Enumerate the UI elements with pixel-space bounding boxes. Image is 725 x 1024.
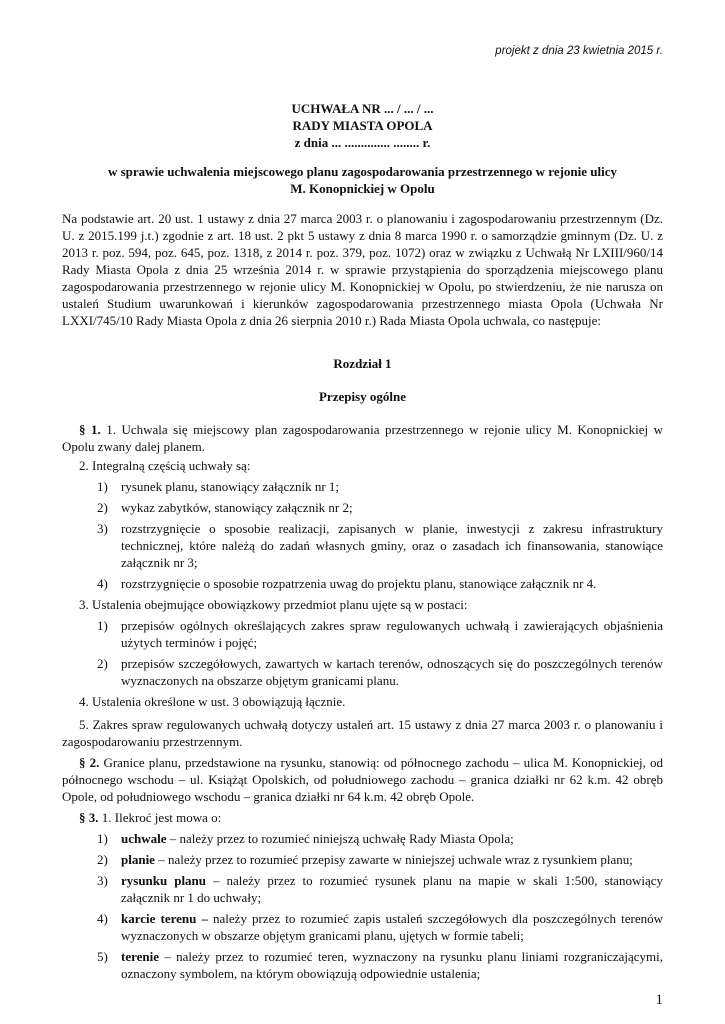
list-item-number: 2) [97,500,108,515]
list-item-text: wykaz zabytków, stanowiący załącznik nr 2; [121,500,353,515]
list-item [62,478,663,495]
section-1-para-4: 4. Ustalenia określone w ust. 3 obowiązują łącznie. [79,694,346,709]
list-item-text: rysunek planu, stanowiący załącznik nr 1; [121,479,340,494]
council-name: RADY MIASTA OPOLA [292,118,433,133]
definition-text: – należy przez to rozumieć przepisy zawarte w niniejszej uchwale wraz z rysunkiem planu; [154,852,633,867]
section-1-label: § 1. [79,422,101,437]
definition-item [62,910,663,944]
list-item-number: 1) [97,831,108,846]
chapter-title: Przepisy ogólne [318,389,406,404]
section-1-para-1-text: 1. Uchwala się miejscowy plan zagospodarowania przestrzennego w rejonie ulicy M. Konopnickiej w Opolu zwany dalej planem. [62,422,664,454]
section-3-intro-text: 1. Ilekroć jest mowa o: [98,810,222,825]
list-item [62,617,663,651]
section-1-para-2: 2. Integralną częścią uchwały są: [79,458,251,473]
section-3-intro [62,809,663,826]
list-item [62,499,663,516]
list-item [62,655,663,689]
list-item-number: 2) [97,656,108,671]
page-number: 1 [655,992,663,1008]
list-item [62,575,663,592]
draft-date-note: projekt z dnia 23 kwietnia 2015 r. [495,45,663,57]
definitions-list [62,830,663,982]
subject-line-1: w sprawie uchwalenia miejscowego planu zagospodarowania przestrzennego w rejonie ulicy [107,164,618,179]
resolution-title [62,100,663,151]
subject-line-2: M. Konopnickiej w Opolu [290,181,435,196]
list-item-text: rozstrzygnięcie o sposobie rozpatrzenia uwag do projektu planu, stanowiące załącznik nr 4. [121,576,597,591]
definition-item [62,872,663,906]
definition-item [62,830,663,847]
resolution-subject [62,163,663,197]
list-item-text: przepisów ogólnych określających zakres spraw regulowanych uchwałą i zawierających objaśnienia użytych terminów i pojęć; [121,618,663,650]
definition-text: – należy przez to rozumieć niniejszą uchwałę Rady Miasta Opola; [166,831,514,846]
document-body [62,210,663,982]
definition-term: terenie [121,949,160,964]
definition-term: planie [121,852,155,867]
preamble: Na podstawie art. 20 ust. 1 ustawy z dnia 27 marca 2003 r. o planowaniu i zagospodarowaniu przestrzennym (Dz. U. z 2015.199 j.t.) zgodnie z art. 18 ust. 2 pkt 5 ustawy z dnia 8 marca 1990 r. o samorządzie gminnym (Dz. U. z 2013 r. poz. 594, poz. 645, poz. 1318, z 2014 r. poz. 379, poz. 1072) oraz w związku z Uchwałą Nr LXIII/960/14 Rady Miasta Opola z dnia 25 września 2014 r. w sprawie przystąpienia do sporządzenia miejscowego planu zagospodarowania przestrzennego w rejonie ulicy M. Konopnickiej w Opolu, po stwierdzeniu, że nie narusza on ustaleń Studium uwarunkowań i kierunków zagospodarowania przestrzennego miasta Opola (Uchwała Nr LXXI/745/10 Rady Miasta Opola z dnia 26 sierpnia 2010 r.) Rada Miasta Opola uchwala, co następuje: [62,211,663,328]
section-1-para-3-list [62,617,663,689]
section-1-para-2-list [62,478,663,592]
list-item-text: przepisów szczegółowych, zawartych w kartach terenów, odnoszących się do poszczególnych terenów wyznaczonych na obszarze objętym granicami planu. [121,656,663,688]
list-item-number: 1) [97,618,108,633]
list-item-number: 3) [97,521,108,536]
section-2-label: § 2. [79,755,100,770]
section-2 [62,754,663,805]
section-1-para-3: 3. Ustalenia obejmujące obowiązkowy przedmiot planu ujęte są w postaci: [79,597,468,612]
list-item-number: 3) [97,873,108,888]
definition-term: rysunku planu [121,873,207,888]
resolution-number: UCHWAŁA NR ... / ... / ... [291,101,434,116]
list-item-number: 4) [97,911,108,926]
definition-item [62,851,663,868]
definition-term: karcie terenu – [121,911,208,926]
resolution-date: z dnia ... .............. ........ r. [294,135,431,150]
definition-item [62,948,663,982]
section-1-para-5: 5. Zakres spraw regulowanych uchwałą dotyczy ustaleń art. 15 ustawy z dnia 27 marca 2003 r. o planowaniu i zagospodarowaniu przestrzennym. [62,717,663,749]
section-2-text: Granice planu, przedstawione na rysunku, stanowią: od północnego zachodu – ulica M. Konopnickiej, od północnego wschodu – ul. Książąt Opolskich, od południowego zachodu – granica działki nr 62 k.m. 42 obręb Opole, od południowego wschodu – granica działki nr 64 k.m. 42 obręb Opole. [62,755,663,804]
chapter-number: Rozdział 1 [333,356,392,371]
section-3-label: § 3. [79,810,99,825]
list-item-number: 5) [97,949,108,964]
definition-term: uchwale [121,831,167,846]
list-item-number: 1) [97,479,108,494]
list-item-number: 4) [97,576,108,591]
section-1-para-1 [62,421,663,455]
list-item-number: 2) [97,852,108,867]
definition-text: – należy przez to rozumieć teren, wyznaczony na rysunku planu liniami rozgraniczającymi, oznaczony symbolem, na którym obowiązują odpowiednie ustalenia; [121,949,663,981]
list-item-text: rozstrzygnięcie o sposobie realizacji, zapisanych w planie, inwestycji z zakresu infrastruktury technicznej, które należą do zadań własnych gminy, oraz o zasadach ich finansowania, stanowiące załącznik nr 3; [121,521,663,570]
definition-text: należy przez to rozumieć zapis ustaleń szczegółowych dla poszczególnych terenów wyznaczonych w obszarze objętym granicami planu, ujętych w formie tabeli; [121,911,663,943]
list-item [62,520,663,571]
definition-text: – należy przez to rozumieć rysunek planu na mapie w skali 1:500, stanowiący załącznik nr 1 do uchwały; [121,873,663,905]
